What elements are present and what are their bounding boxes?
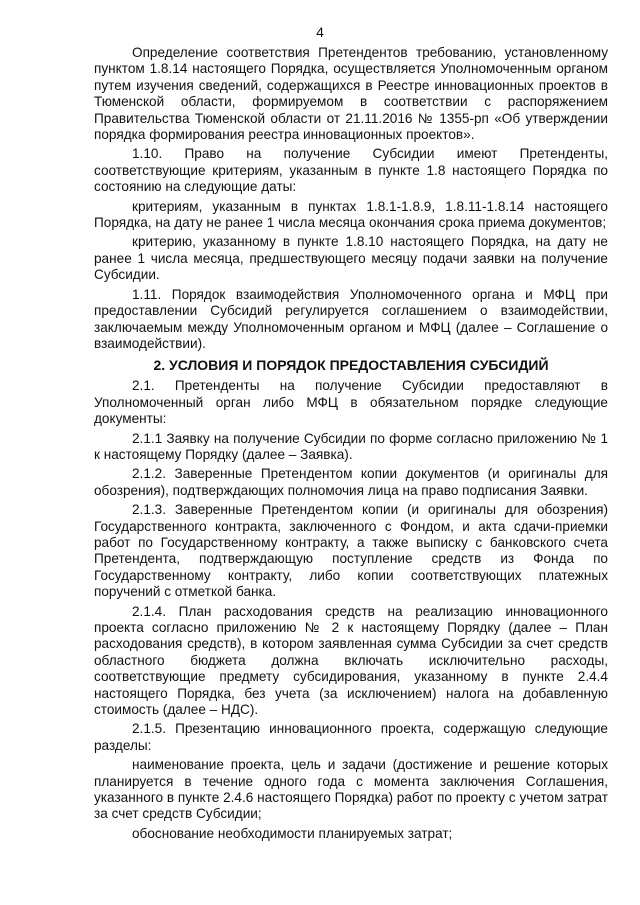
paragraph-presentation-item-2: обоснование необходимости планируемых затрат; <box>132 825 453 841</box>
paragraph-2-1: 2.1. Претенденты на получение Субсидии предоставляют в Уполномоченный орган либо МФЦ в обязательном порядке следующие документы: <box>94 378 608 427</box>
paragraph-criterion-1-8-10: критерию, указанному в пункте 1.8.10 настоящего Порядка, на дату не ранее 1 числа месяца, предшествующего месяцу подачи заявки на получение Субсидии. <box>94 234 608 283</box>
page-number: 4 <box>316 24 324 40</box>
paragraph-registry-check: Определение соответствия Претендентов требованию, установленному пунктом 1.8.14 настоящего Порядка, осуществляется Уполномоченным органом путем изучения сведений, содержащихся в Реестре инновационных проектов в Тюменской области, формируемом в соответствии с распоряжением Правительства Тюменской области от 21.11.2016 № 1355-рп «Об утверждении порядка формирования реестра инновационных проектов». <box>94 45 608 143</box>
paragraph-1-11: 1.11. Порядок взаимодействия Уполномоченного органа и МФЦ при предоставлении Субсидий регулируется соглашением о взаимодействии, заключаемым между Уполномоченным органом и МФЦ (далее – Соглашение о взаимодействии). <box>94 286 608 351</box>
section-heading: 2. УСЛОВИЯ И ПОРЯДОК ПРЕДОСТАВЛЕНИЯ СУБСИДИЙ <box>153 357 549 374</box>
paragraph-2-1-1: 2.1.1 Заявку на получение Субсидии по форме согласно приложению № 1 к настоящему Порядку (далее – Заявка). <box>94 430 608 462</box>
paragraph-1-10: 1.10. Право на получение Субсидии имеют Претенденты, соответствующие критериям, указанным в пункте 1.8 настоящего Порядка по состоянию на следующие даты: <box>94 146 608 195</box>
paragraph-2-1-3: 2.1.3. Заверенные Претендентом копии (и оригиналы для обозрения) Государственного контракта, заключенного с Фондом, и акта сдачи-приемки работ по Государственному контракту, а также выписку с банковского счета Претендента, подтверждающую поступление средств из Фонда по Государственному контракту, либо копии соответствующих платежных поручений с отметкой банка. <box>94 502 608 600</box>
paragraph-2-1-2: 2.1.2. Заверенные Претендентом копии документов (и оригиналы для обозрения), подтверждающих полномочия лица на право подписания Заявки. <box>94 466 608 498</box>
paragraph-2-1-4: 2.1.4. План расходования средств на реализацию инновационного проекта согласно приложению № 2 к настоящему Порядку (далее – План расходования средств), в котором заявленная сумма Субсидии за счет средств областного бюджета должна включать исключительно расходы, соответствующие предмету субсидирования, указанному в пункте 2.4.4 настоящего Порядка, без учета (за исключением) налога на добавленную стоимость (далее – НДС). <box>94 603 608 718</box>
paragraph-criteria-dates: критериям, указанным в пунктах 1.8.1-1.8.9, 1.8.11-1.8.14 настоящего Порядка, на дату не ранее 1 числа месяца окончания срока приема документов; <box>94 198 608 231</box>
document-body <box>94 45 608 845</box>
paragraph-2-1-5: 2.1.5. Презентацию инновационного проекта, содержащую следующие разделы: <box>94 721 608 753</box>
paragraph-presentation-item-1: наименование проекта, цель и задачи (достижение и решение которых планируется в течение одного года с момента заключения Соглашения, указанного в пункте 2.4.6 настоящего Порядка) работ по проекту с учетом затрат за счет средств Субсидии; <box>94 757 608 822</box>
